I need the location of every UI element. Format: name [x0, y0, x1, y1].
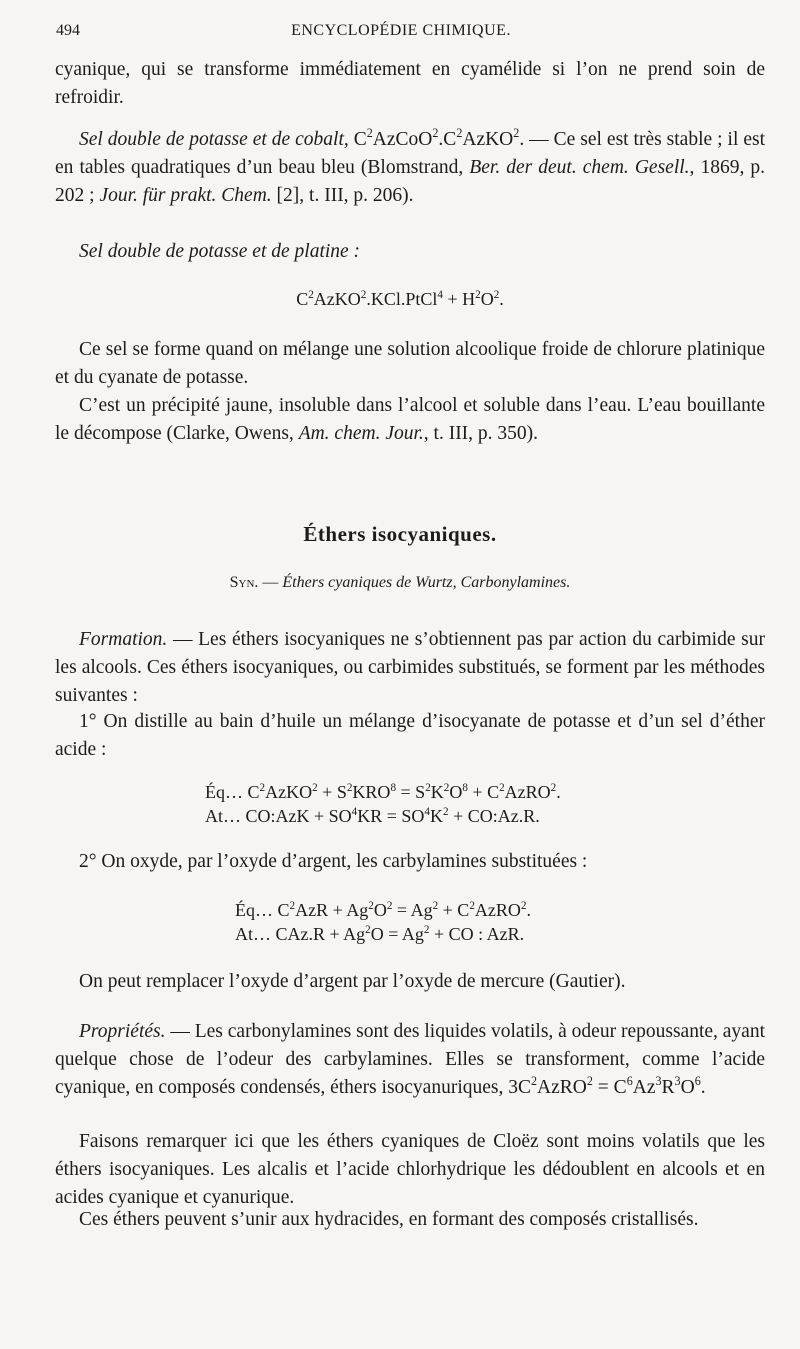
- cobalt-salt-name: Sel double de potasse et de cobalt,: [79, 129, 349, 150]
- cobalt-description: — Ce sel est très stable ; il est en tables quadratiques d’un beau bleu (Blomstrand,: [55, 129, 765, 178]
- paragraph-cloez-ethers: Faisons remarquer ici que les éthers cyaniques de Cloëz sont moins volatils que les éthers isocyaniques. Les alcalis et l’acide chlorhydrique les dédoublent en alcools et en acides cyanique et cyanurique.: [55, 1131, 765, 1208]
- running-header: [56, 22, 746, 46]
- platine-citation: , t. III, p. 350).: [423, 423, 539, 444]
- section-title: Éthers isocyaniques.: [303, 522, 497, 546]
- equation-2-atoms: At… $CAz.R + Ag^2O = Ag^2$ + CO : AzR.: [235, 923, 525, 944]
- formation-label: Formation.: [79, 629, 168, 650]
- platine-salt-name: Sel double de potasse et de platine :: [79, 241, 361, 262]
- paragraph-formation: [55, 626, 765, 710]
- cobalt-citation-1: , 1869, p. 202 ;: [55, 157, 765, 206]
- paragraph-properties: [55, 1018, 765, 1102]
- paragraph-method-2: 2° On oxyde, par l’oxyde d’argent, les carbylamines substituées :: [79, 851, 588, 872]
- paragraph-mercury-oxide: On peut remplacer l’oxyde d’argent par l’oxyde de mercure (Gautier).: [79, 971, 626, 992]
- equation-1-equivalents: Éq… $C^2AzKO^2 + S^2KRO^8 = S^2K^2O^8$ + $C^2AzRO^2$.: [205, 781, 561, 802]
- paragraph-cobalt: [55, 126, 765, 210]
- page-number: 494: [56, 22, 80, 39]
- running-title: ENCYCLOPÉDIE CHIMIQUE.: [291, 22, 511, 39]
- properties-text: — Les carbonylamines sont des liquides volatils, à odeur repoussante, ayant quelque chose de l’odeur des carbylamines. Elles se transforment, comme l’acide cyanique, en composés condensés, éthers isocyanuriques, $3C^2AzRO^2 = C^6Az^3R^3O^6$.: [55, 1021, 765, 1098]
- platine-formula: $C^2AzKO^2.KCl.PtCl^4 + H^2O^2$.: [296, 288, 504, 309]
- cobalt-reference-2: Jour. für prakt. Chem.: [99, 185, 272, 206]
- platine-reference: Am. chem. Jour.: [298, 423, 424, 444]
- platine-heading: [55, 238, 765, 266]
- synonyms-line: [0, 574, 800, 592]
- synonyms-label: Syn.: [229, 574, 259, 591]
- paragraph-platine-properties: [55, 392, 765, 448]
- formation-text: — Les éthers isocyaniques ne s’obtiennent pas par action du carbimide sur les alcools. Ces éthers isocyaniques, ou carbimides substitués, se forment par les méthodes suivantes :: [55, 629, 765, 706]
- paragraph-platine-formation: Ce sel se forme quand on mélange une solution alcoolique froide de chlorure platinique et du cyanate de potasse.: [55, 339, 765, 388]
- equation-1-atoms: At… CO:AzK + $SO^4KR = SO^4K^2$ + CO:Az.R.: [205, 805, 540, 826]
- synonyms-text: Éthers cyaniques de Wurtz, Carbonylamines.: [282, 574, 571, 591]
- cobalt-reference-1: Ber. der deut. chem. Gesell.: [469, 157, 690, 178]
- platine-properties-text: C’est un précipité jaune, insoluble dans l’alcool et soluble dans l’eau. L’eau bouillante le décompose (Clarke, Owens,: [55, 395, 765, 444]
- paragraph-hydracids: Ces éthers peuvent s’unir aux hydracides, en formant des composés cristallisés.: [79, 1209, 699, 1230]
- properties-label: Propriétés.: [79, 1021, 166, 1042]
- cobalt-citation-2: [2], t. III, p. 206).: [271, 185, 414, 206]
- synonyms-dash: —: [258, 574, 283, 591]
- cobalt-formula: $C^2AzCoO^2.C^2AzKO^2$.: [353, 126, 525, 150]
- paragraph-method-1: 1° On distille au bain d’huile un mélange d’isocyanate de potasse et d’un sel d’éther acide :: [55, 711, 765, 760]
- paragraph-cyamelide: cyanique, qui se transforme immédiatement en cyamélide si l’on ne prend soin de refroidir.: [55, 59, 765, 108]
- equation-2-equivalents: Éq… $C^2AzR + Ag^2O^2 = Ag^2$ + $C^2AzRO^2$.: [235, 899, 531, 920]
